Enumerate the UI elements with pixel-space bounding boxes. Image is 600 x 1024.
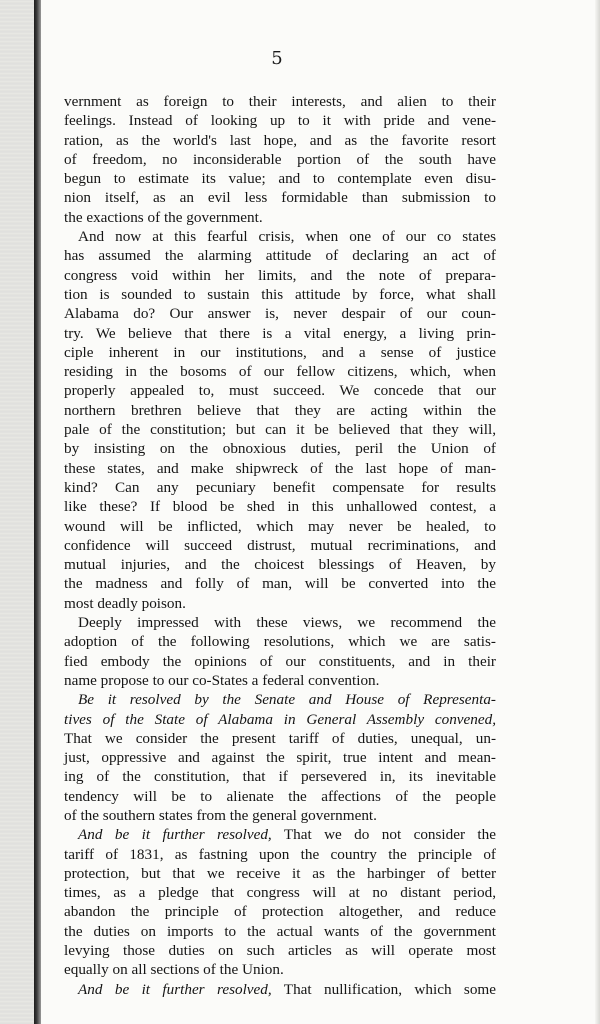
text-line: pale of the constitution; but can it be believed that they will, — [64, 421, 496, 439]
text-line: the madness and folly of man, will be converted into the — [64, 575, 496, 593]
text-line: That we consider the present tariff of duties, unequal, un- — [64, 729, 496, 747]
resolution-lead: And be it further resolved, — [78, 980, 272, 998]
text-line: just, oppressive and against the spirit, true intent and mean- — [64, 749, 496, 767]
text-line: equally on all sections of the Union. — [64, 961, 284, 979]
text-line: like these? If blood be shed in this unhallowed contest, a — [64, 498, 496, 516]
text-line: abandon the principle of protection altogether, and reduce — [64, 903, 496, 921]
text-line: mutual injuries, and the choicest blessings of Heaven, by — [64, 556, 496, 574]
text-line: tives of the State of Alabama in General Assembly convened, — [64, 710, 496, 728]
text-line: tariff of 1831, as fastning upon the country the principle of — [64, 845, 496, 863]
text-line — [64, 980, 496, 999]
text-line: tion is sounded to sustain this attitude by force, what shall — [64, 285, 496, 303]
text-line: wound will be inflicted, which may never be healed, to — [64, 517, 496, 535]
text-line: congress void within her limits, and the note of prepara- — [64, 266, 496, 284]
text-line: try. We believe that there is a vital energy, a living prin- — [64, 324, 496, 342]
resolution-lead: And be it further resolved, — [78, 826, 272, 844]
text-line: fied embody the opinions of our constituents, and in their — [64, 652, 496, 670]
text-line: ing of the constitution, that if persevered in, its inevitable — [64, 768, 496, 786]
text-line: ration, as the world's last hope, and as the favorite resort — [64, 131, 496, 149]
text-line: of freedom, no inconsiderable portion of the south have — [64, 150, 496, 168]
text-line: begun to estimate its value; and to contemplate even disu- — [64, 170, 496, 188]
text-line: And now at this fearful crisis, when one of our co states — [78, 228, 496, 246]
page-number: 5 — [271, 48, 283, 69]
body-text — [64, 92, 496, 999]
text-line: levying those duties on such articles as will operate most — [64, 942, 496, 960]
text-line: has assumed the alarming attitude of declaring an act of — [64, 247, 496, 265]
text-line: most deadly poison. — [64, 594, 186, 612]
text-line: ciple inherent in our institutions, and a sense of justice — [64, 343, 496, 361]
text-line: feelings. Instead of looking up to it with pride and vene- — [64, 112, 496, 130]
text-line: by insisting on the obnoxious duties, peril the Union of — [64, 440, 496, 458]
text-line — [64, 825, 496, 844]
text-line: these states, and make shipwreck of the last hope of man- — [64, 459, 496, 477]
text-line: of the southern states from the general government. — [64, 806, 377, 824]
text-line: northern brethren believe that they are acting within the — [64, 401, 496, 419]
text-line: nion itself, as an evil less formidable than submission to — [64, 189, 496, 207]
text-line: residing in the bosoms of our fellow citizens, which, when — [64, 363, 496, 381]
text-line: the exactions of the government. — [64, 208, 263, 226]
text-line: properly appealed to, must succeed. We concede that our — [64, 382, 496, 400]
text-line: adoption of the following resolutions, which we are satis- — [64, 633, 496, 651]
text-line: Be it resolved by the Senate and House of Representa- — [78, 691, 496, 709]
resolution-text: That we do not consider the — [271, 826, 496, 844]
text-line: times, as a pledge that congress will at no distant period, — [64, 884, 496, 902]
binding-shadow — [34, 0, 41, 1024]
text-line: protection, but that we receive it as the harbinger of better — [64, 864, 496, 882]
text-line: vernment as foreign to their interests, and alien to their — [64, 93, 496, 110]
text-line: name propose to our co-States a federal convention. — [64, 671, 380, 689]
text-line: the duties on imports to the actual wants of the government — [64, 922, 496, 940]
binding-spine — [0, 0, 34, 1024]
text-line: tendency will be to alienate the affections of the people — [64, 787, 496, 805]
text-line: Alabama do? Our answer is, never despair of our coun- — [64, 305, 496, 323]
text-line: kind? Can any pecuniary benefit compensate for results — [64, 478, 496, 496]
text-line: Deeply impressed with these views, we recommend the — [78, 614, 496, 632]
resolution-text: That nullification, which some — [271, 980, 496, 998]
text-line: confidence will succeed distrust, mutual recriminations, and — [64, 536, 496, 554]
page-edge — [595, 0, 600, 1024]
